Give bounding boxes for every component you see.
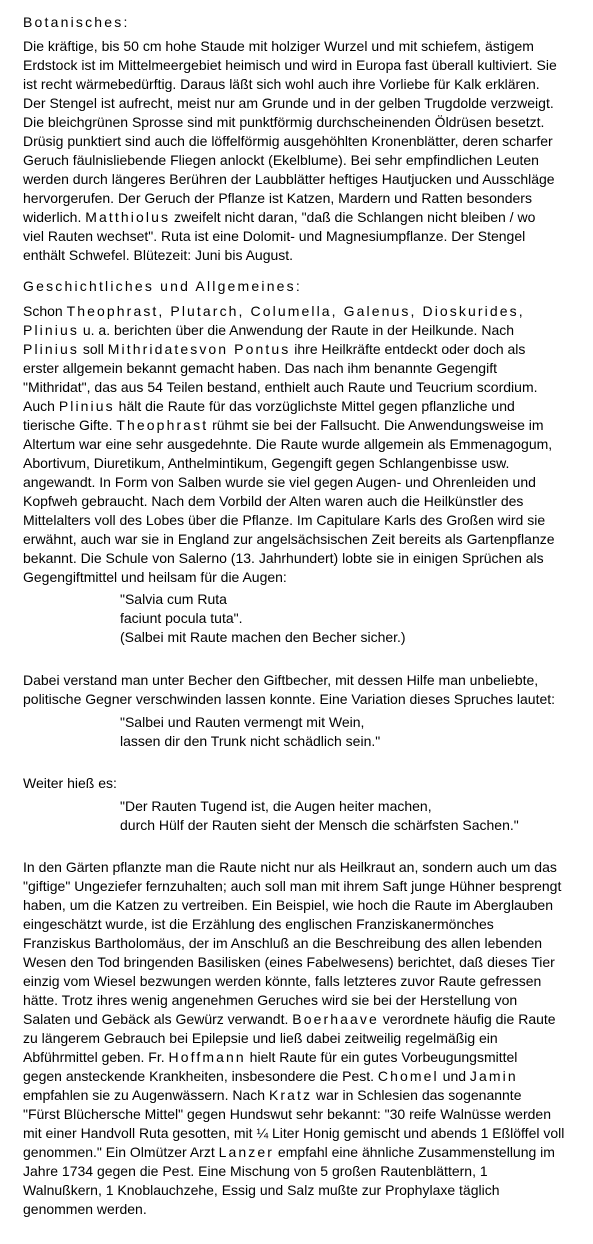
- text-line: Jahre 1734 gegen die Pest. Eine Mischung von 5 großen Rautenblättern, 1: [23, 1163, 488, 1179]
- text-line: zu längerem Gebrauch bei Epilepsie und ließ dabei zeitweilig regelmäßig ein: [23, 1030, 498, 1046]
- text-run: empfahlen sie zu Augenwässern. Nach: [23, 1087, 269, 1103]
- text-line: Mittelalters voll des Lobes über die Pflanze. Im Capitulare Karls des Großen wird sie: [23, 512, 546, 528]
- paragraph-gaerten: [23, 858, 583, 1219]
- quote-line: "Salbei und Rauten vermengt mit Wein,: [120, 714, 365, 730]
- text-line: Weiter hieß es:: [23, 775, 117, 791]
- text-line: [23, 416, 583, 435]
- text-line: ist recht wärmebedürftig. Daraus läßt sich wohl auch ihre Vorliebe für Kalk erklären.: [23, 76, 540, 92]
- text-line: werden durch längeres Berühren der Laubblätter heftiges Hautjucken und Ausschläge: [23, 171, 555, 187]
- text-run: war in Schlesien das sogenannte: [312, 1087, 522, 1103]
- text-line: [23, 397, 583, 416]
- paragraph-weiter: [23, 774, 583, 793]
- text-run: verordnete häufig die Raute: [378, 1011, 556, 1027]
- text-line: viel Rauten wechset". Ruta ist eine Dolomit- und Magnesiumpflanze. Der Stengel: [23, 228, 526, 244]
- text-line: [23, 321, 583, 340]
- text-run: hielt Raute für ein gutes Vorbeugungsmittel: [245, 1049, 518, 1065]
- text-line: mit einer Handvoll Ruta gesotten, mit ¼ Liter Honig gemischt und abends 1 Eßlöffel voll: [23, 1125, 565, 1141]
- text-line: Die kräftige, bis 50 cm hohe Staude mit holziger Wurzel und mit schiefem, ästigem: [23, 38, 534, 54]
- paragraph-becher: [23, 671, 583, 709]
- text-line: [23, 208, 583, 227]
- author-name: Kratz: [268, 1087, 313, 1103]
- text-run: widerlich.: [23, 209, 86, 225]
- text-line: "giftige" Ungeziefer fernzuhalten; auch soll man mit ihrem Saft junge Hühner besprengt: [23, 878, 562, 894]
- author-name: Plinius: [23, 341, 79, 357]
- text-run: soll: [78, 341, 108, 357]
- text-line: genommen werden.: [23, 1201, 147, 1217]
- text-line: In den Gärten pflanzte man die Raute nicht nur als Heilkraut an, sondern auch um das: [23, 859, 557, 875]
- author-name: Hoffmann: [168, 1049, 246, 1065]
- text-line: bekannt. Die Schule von Salerno (13. Jahrhundert) lobte sie in einigen Sprüchen als: [23, 550, 544, 566]
- text-run: zweifelt nicht daran, "daß die Schlangen nicht bleiben / wo: [170, 209, 536, 225]
- text-line: [23, 302, 583, 321]
- text-run: empfahl eine ähnliche Zusammenstellung im: [274, 1144, 555, 1160]
- text-line: Walnußkern, 1 Knoblauchzehe, Essig und Salz mußte zur Prophylaxe täglich: [23, 1182, 500, 1198]
- text-line: Dabei verstand man unter Becher den Giftbecher, mit dessen Hilfe man unbeliebte,: [23, 672, 539, 688]
- text-line: haben, um die Katzen zu vertreiben. Ein Beispiel, wie hoch die Raute im Aberglauben: [23, 897, 553, 913]
- quote-line: lassen dir den Trunk nicht schädlich sein.": [120, 733, 381, 749]
- text-line: "Fürst Blüchersche Mittel" gegen Hundswut sehr bekannt: "30 reife Walnüsse werden: [23, 1106, 551, 1122]
- text-line: Geruch fäulnisliebende Fliegen anlockt (Ekelblume). Bei sehr empfindlichen Leuten: [23, 152, 539, 168]
- text-line: [23, 340, 583, 359]
- text-line: [23, 1010, 583, 1029]
- text-line: eingeschätzt wurde, ist die Erzählung des englischen Franziskanermönches: [23, 916, 494, 932]
- text-line: angewandt. In Form von Salben wurde sie viel gegen Augen- und Ohrenleiden und: [23, 474, 536, 490]
- text-run: Auch: [23, 398, 59, 414]
- author-name: Lanzer: [218, 1144, 275, 1160]
- quote-line: faciunt pocula tuta".: [120, 610, 243, 626]
- text-line: Franziskus Bartholomäus, der im Anschluß an die Beschreibung des allen lebenden: [23, 935, 543, 951]
- text-line: "Mithridat", das aus 54 Teilen bestand, enthielt auch Raute und Teucrium scordium.: [23, 379, 538, 395]
- text-line: erster allgemein bekannt gemacht haben. Das nach ihm benannte Gegengift: [23, 360, 497, 376]
- text-line: Drüsig punktiert sind auch die löffelförmig ausgehöhlten Kronenblätter, deren scharfer: [23, 133, 553, 149]
- text-line: erwähnt, auch war sie in England zur angelsächsischen Zeit bereits als Gartenpflanze: [23, 531, 555, 547]
- quote-salvia: [120, 590, 580, 647]
- text-line: hervorgerufen. Der Geruch der Pflanze ist Katzen, Mardern und Ratten besonders: [23, 190, 532, 206]
- text-line: [23, 1086, 583, 1105]
- text-run: gegen ansteckende Krankheiten, insbesondere die Pest.: [23, 1068, 378, 1084]
- text-line: hätte. Trotz ihres wenig angenehmen Geruches wird sie bei der Herstellung von: [23, 992, 518, 1008]
- text-line: Gegengiftmittel und heilsam für die Augen:: [23, 569, 287, 585]
- paragraph-geschichtliches: [23, 302, 583, 587]
- author-names: Theophrast, Plutarch, Columella, Galenus, Dioskurides,: [66, 303, 525, 319]
- text-run: und: [438, 1068, 470, 1084]
- text-line: einzig vom Wiesel bezwungen werden könnte, falls letzteres zuvor Raute gefressen: [23, 973, 542, 989]
- author-name: Jamin: [469, 1068, 518, 1084]
- quote-line: durch Hülf der Rauten sieht der Mensch die schärfsten Sachen.": [120, 817, 519, 833]
- text-run: u. a. berichten über die Anwendung der Raute in der Heilkunde. Nach: [78, 322, 515, 338]
- text-run: genommen." Ein Olmützer Arzt: [23, 1144, 219, 1160]
- quote-line: "Der Rauten Tugend ist, die Augen heiter machen,: [120, 798, 432, 814]
- quote-salbei: [120, 713, 580, 751]
- author-name: Matthiolus: [85, 209, 171, 225]
- quote-rauten-tugend: [120, 797, 580, 835]
- author-name: Chomel: [377, 1068, 439, 1084]
- text-run: hält die Raute für das vorzüglichste Mittel gegen pflanzliche und: [114, 398, 515, 414]
- text-run: Abführmittel geben. Fr.: [23, 1049, 169, 1065]
- quote-line: (Salbei mit Raute machen den Becher sicher.): [120, 629, 406, 645]
- text-line: enthält Schwefel. Blütezeit: Juni bis August.: [23, 247, 294, 263]
- text-run: tierische Gifte.: [23, 417, 117, 433]
- author-name: Plinius: [23, 322, 79, 338]
- text-run: ihre Heilkräfte entdeckt oder doch als: [290, 341, 526, 357]
- text-line: Die bleichgrünen Sprosse sind mit punktförmig durchscheinenden Öldrüsen besetzt.: [23, 114, 545, 130]
- text-line: Erdstock ist im Mittelmeergebiet heimisch und wird in Europa fast überall kultiviert. Sie: [23, 57, 557, 73]
- text-line: Altertum war eine sehr ausgedehnte. Die Raute wurde allgemein als Emmenagogum,: [23, 436, 553, 452]
- text-line: politische Gegner verschwinden lassen konnte. Eine Variation dieses Spruches lautet:: [23, 691, 556, 707]
- author-name: Mithridatesvon Pontus: [107, 341, 291, 357]
- text-line: [23, 1067, 583, 1086]
- text-line: Der Stengel ist aufrecht, meist nur am Grunde und in der gelben Trugdolde verzweigt.: [23, 95, 554, 111]
- text-line: [23, 1048, 583, 1067]
- text-line: Wesen den Tod bringenden Basilisken (eines Fabelwesens) berichtet, daß dieses Tier: [23, 954, 555, 970]
- paragraph-botanisches: [23, 37, 583, 265]
- text-run: rühmt sie bei der Fallsucht. Die Anwendungsweise im: [208, 417, 544, 433]
- text-run: Salaten und Gebäck als Gewürz verwandt.: [23, 1011, 293, 1027]
- quote-line: "Salvia cum Ruta: [120, 591, 227, 607]
- text-line: Abortivum, Diuretikum, Anthelmintikum, Gegengift gegen Schlangenbisse usw.: [23, 455, 510, 471]
- author-name: Boerhaave: [292, 1011, 379, 1027]
- heading-botanisches: Botanisches:: [23, 14, 130, 30]
- heading-geschichtliches: Geschichtliches und Allgemeines:: [23, 278, 302, 294]
- text-line: [23, 1143, 583, 1162]
- text-line: Kopfweh gebraucht. Nach dem Vorbild der Alten waren auch die Heilkünstler des: [23, 493, 524, 509]
- author-name: Plinius: [58, 398, 115, 414]
- text-run: Schon: [23, 303, 67, 319]
- author-name: Theophrast: [116, 417, 209, 433]
